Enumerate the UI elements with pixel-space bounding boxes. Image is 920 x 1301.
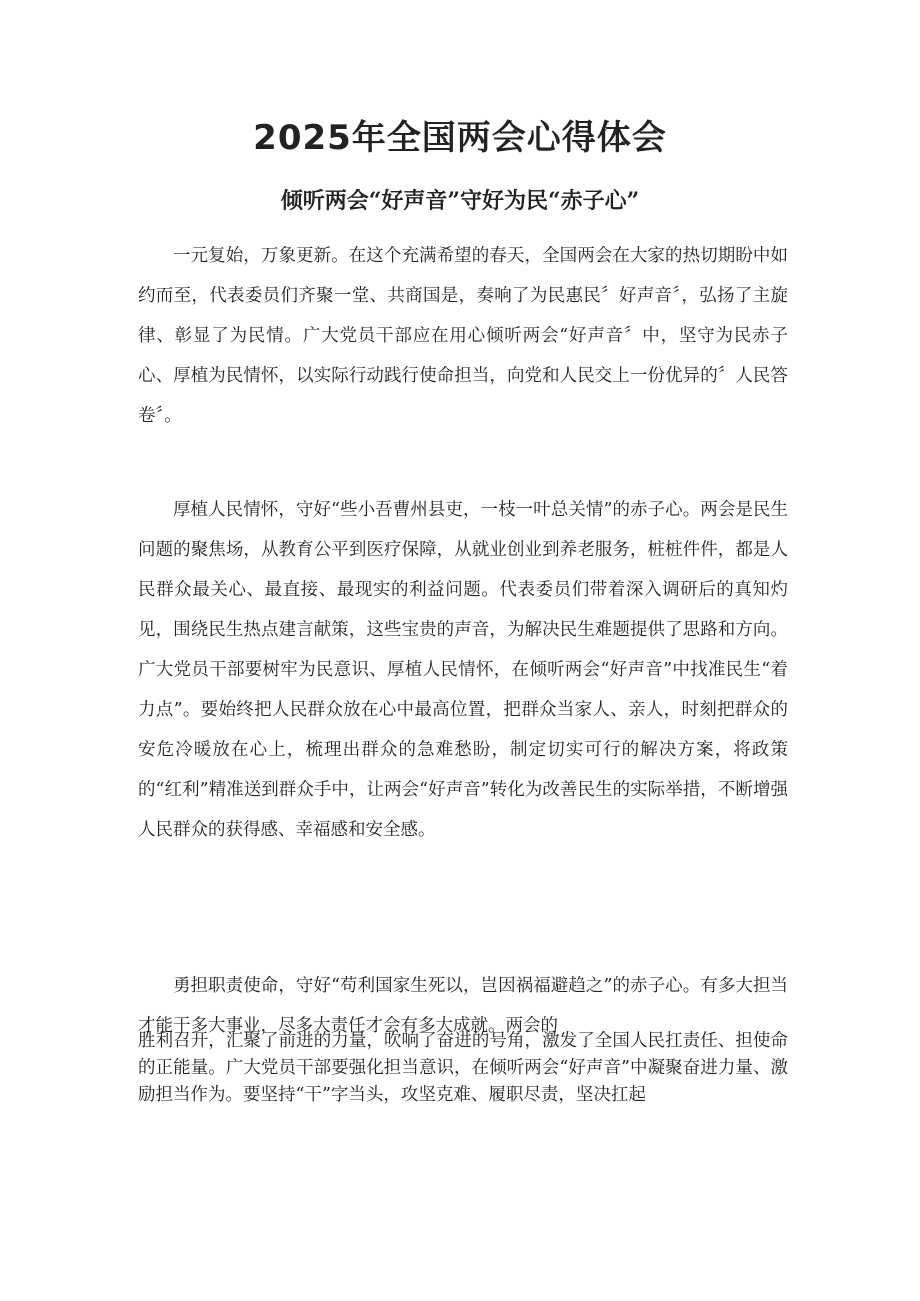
document-subtitle: 倾听两会“好声音”守好为民“赤子心” (280, 188, 640, 214)
paragraph-2: 厚植人民情怀，守好“些小吾曹州县吏，一枝一叶总关情”的赤子心。两会是民生问题的聚焦场，从教育公平到医疗保障，从就业创业到养老服务，桩桩件件，都是人民群众最关心、最直接、最现实的利益问题。代表委员们带着深入调研后的真知灼见，围绕民生热点建言献策，这些宝贵的声音，为解决民生难题提供了思路和方向。广大党员干部要树牢为民意识、厚植人民情怀，在倾听两会“好声音”中找准民生“着力点”。要始终把人民群众放在心中最高位置，把群众当家人、亲人，时刻把群众的安危冷暖放在心上，梳理出群众的急难愁盼，制定切实可行的解决方案，将政策的“红利”精准送到群众手中，让两会“好声音”转化为改善民生的实际举措，不断增强人民群众的获得感、幸福感和安全感。 (138, 500, 788, 840)
document-title: 2025年全国两会心得体会 (253, 118, 667, 158)
paragraph-4: 胜利召开，汇聚了前进的力量，吹响了奋进的号角，激发了全国人民扛责任、担使命的正能量。广大党员干部要强化担当意识，在倾听两会“好声音”中凝聚奋进力量、激励担当作为。要坚持“干”字当头，攻坚克难、履职尽责，坚决扛起 (138, 1031, 788, 1105)
paragraph-3: 勇担职责使命，守好“苟利国家生死以，岂因祸福避趋之”的赤子心。有多大担当才能干多大事业，尽多大责任才会有多大成就。两会的 (138, 976, 788, 1036)
paragraph-1: 一元复始，万象更新。在这个充满希望的春天，全国两会在大家的热切期盼中如约而至，代表委员们齐聚一堂、共商国是，奏响了为民惠民〞好声音〞，弘扬了主旋律、彰显了为民情。广大党员干部应在用心倾听两会“好声音〞中，坚守为民赤子心、厚植为民情怀，以实际行动践行使命担当，向党和人民交上一份优异的〞人民答卷〞。 (138, 246, 788, 426)
